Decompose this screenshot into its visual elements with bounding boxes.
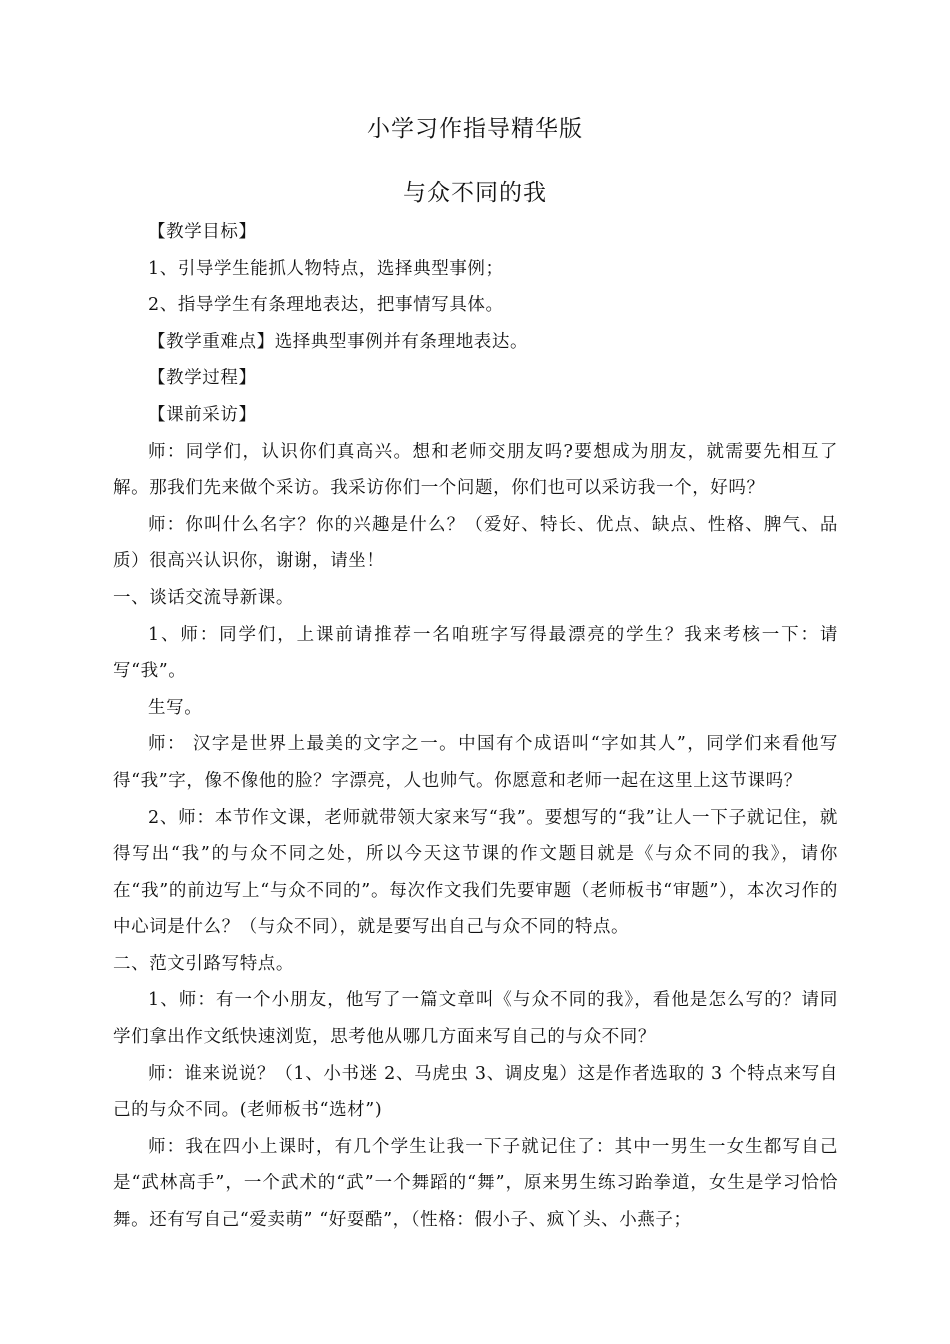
paragraph: 1、师：同学们，上课前请推荐一名咱班字写得最漂亮的学生？我来考核一下：请写“我”。	[113, 624, 838, 682]
paragraph: 【课前采访】	[148, 404, 257, 425]
document-subtitle: 与众不同的我	[403, 180, 547, 206]
paragraph: 师：你叫什么名字？你的兴趣是什么？（爱好、特长、优点、缺点、性格、脾气、品质）很高兴认识你，谢谢，请坐！	[113, 514, 838, 572]
paragraph: 师：谁来说说？（1、小书迷 2、马虎虫 3、调皮鬼）这是作者选取的 3 个特点来写自己的与众不同。(老师板书“选材”)	[113, 1063, 838, 1121]
paragraph: 2、师：本节作文课，老师就带领大家来写“我”。要想写的“我”让人一下子就记住，就得写出“我”的与众不同之处，所以今天这节课的作文题目就是《与众不同的我》，请你在“我”的前边写上“与众不同的”。每次作文我们先要审题（老师板书“审题”），本次习作的中心词是什么？（与众不同），就是要写出自己与众不同的特点。	[113, 807, 838, 938]
paragraph: 【教学过程】	[148, 368, 257, 389]
paragraph: 师：我在四小上课时，有几个学生让我一下子就记住了：其中一男生一女生都写自己是“武林高手”，一个武术的“武”一个舞蹈的“舞”，原来男生练习跆拳道，女生是学习恰恰舞。还有写自己“爱卖萌” “好耍酷”，（性格：假小子、疯丫头、小燕子；	[113, 1136, 838, 1231]
paragraph: 师：同学们，认识你们真高兴。想和老师交朋友吗?要想成为朋友，就需要先相互了解。那我们先来做个采访。我采访你们一个问题，你们也可以采访我一个，好吗？	[113, 441, 838, 499]
paragraph: 1、师：有一个小朋友，他写了一篇文章叫《与众不同的我》，看他是怎么写的？请同学们拿出作文纸快速浏览，思考他从哪几方面来写自己的与众不同？	[113, 990, 838, 1048]
paragraph: 1、引导学生能抓人物特点，选择典型事例；	[148, 258, 504, 279]
paragraph: 【教学目标】	[148, 222, 257, 242]
paragraph: 一、谈话交流导新课。	[113, 587, 294, 608]
document-body	[113, 214, 838, 1239]
paragraph: 【教学重难点】选择典型事例并有条理地表达。	[148, 331, 529, 352]
paragraph: 师： 汉字是世界上最美的文字之一。中国有个成语叫“字如其人”，同学们来看他写得“我”字，像不像他的脸？字漂亮，人也帅气。你愿意和老师一起在这里上这节课吗？	[113, 734, 838, 791]
paragraph: 二、范文引路写特点。	[113, 953, 294, 974]
paragraph: 2、指导学生有条理地表达，把事情写具体。	[148, 295, 504, 316]
document-title: 小学习作指导精华版	[367, 116, 583, 142]
paragraph: 生写。	[148, 697, 203, 718]
